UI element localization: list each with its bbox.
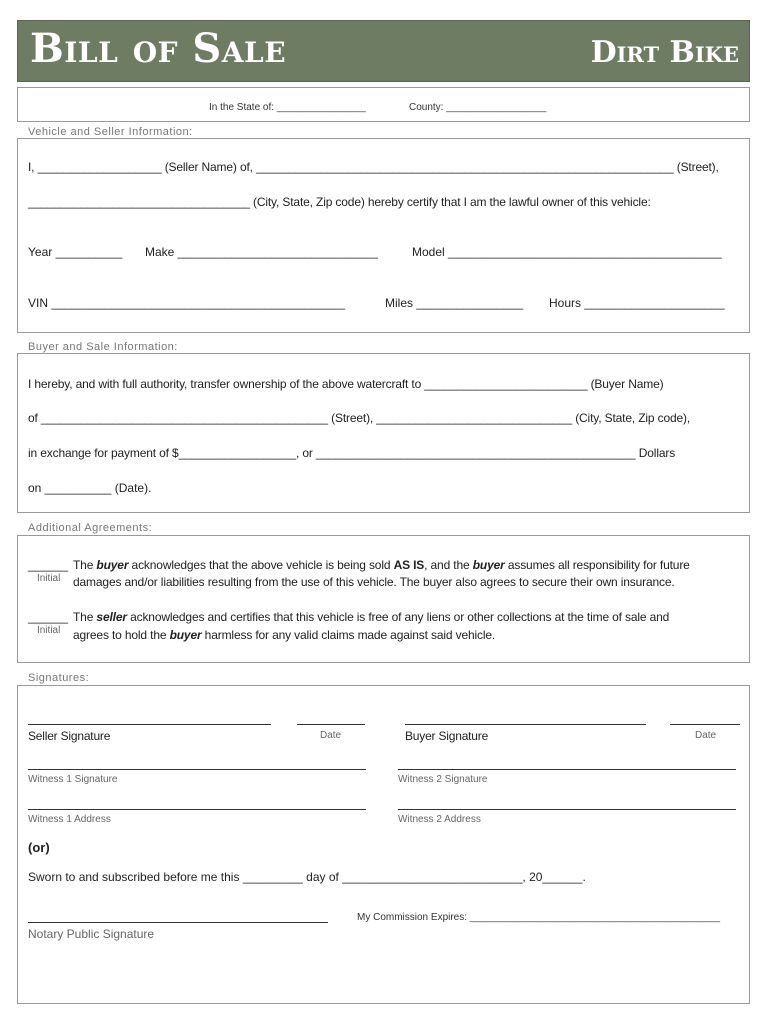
agreement-liens-line2: agrees to hold the buyer harmless for any valid claims made against said vehicle.: [73, 628, 496, 642]
witness1-address-label: Witness 1 Address: [28, 814, 111, 825]
title-banner: [17, 20, 750, 82]
sworn-line[interactable]: Sworn to and subscribed before me this _________ day of ___________________________, 20______.: [28, 870, 586, 884]
buyer-signature-line[interactable]: [405, 724, 646, 725]
notary-signature-line[interactable]: [28, 922, 328, 923]
witness1-signature-line[interactable]: [28, 769, 366, 770]
commission-expires-field[interactable]: My Commission Expires: _____________________________________________: [357, 912, 721, 923]
state-field[interactable]: In the State of: ________________: [209, 102, 366, 113]
notary-signature-label: Notary Public Signature: [28, 927, 155, 941]
witness2-signature-label: Witness 2 Signature: [398, 774, 488, 785]
sale-date-line[interactable]: on __________ (Date).: [28, 481, 152, 495]
model-field[interactable]: Model _________________________________________: [412, 245, 722, 259]
witness1-address-line[interactable]: [28, 809, 366, 810]
agreement-as-is-line2: damages and/or liabilities resulting from the use of this vehicle. The buyer also agrees to secure their own insurance.: [73, 575, 675, 589]
hours-field[interactable]: Hours _____________________: [549, 296, 725, 310]
witness2-address-label: Witness 2 Address: [398, 814, 481, 825]
vin-field[interactable]: VIN ____________________________________________: [28, 296, 345, 310]
initial-blank-2[interactable]: ______: [28, 610, 69, 624]
year-field[interactable]: Year __________: [28, 245, 123, 259]
agreement-liens-line1: The seller acknowledges and certifies that this vehicle is free of any liens or other collections at the time of sale and: [73, 610, 670, 624]
buyer-signature-label: Buyer Signature: [405, 729, 489, 743]
agreements-section-box: [17, 535, 750, 663]
location-box: [17, 87, 750, 122]
initial-blank-1[interactable]: ______: [28, 558, 69, 572]
miles-field[interactable]: Miles ________________: [385, 296, 524, 310]
seller-line[interactable]: I, ___________________ (Seller Name) of, ________________________________________________________________ (Street),: [28, 160, 719, 174]
witness2-address-line[interactable]: [398, 809, 736, 810]
agreement-as-is-line1: The buyer acknowledges that the above vehicle is being sold AS IS, and the buyer assumes all responsibility for future: [73, 558, 690, 572]
initial-label-1: Initial: [37, 573, 61, 584]
payment-line[interactable]: in exchange for payment of $__________________, or _________________________________________________ Dollars: [28, 446, 676, 460]
agreements-section-label: Additional Agreements:: [28, 522, 153, 534]
buyer-section-label: Buyer and Sale Information:: [28, 341, 178, 353]
signatures-section-box: [17, 685, 750, 1004]
signatures-section-label: Signatures:: [28, 672, 90, 684]
seller-address-line[interactable]: __________________________________ (City, State, Zip code) hereby certify that I am the lawful owner of this vehicle:: [28, 195, 651, 209]
vehicle-section-label: Vehicle and Seller Information:: [28, 126, 193, 138]
document-subtitle: Dirt Bike: [590, 35, 739, 70]
buyer-name-line[interactable]: I hereby, and with full authority, transfer ownership of the above watercraft to _________________________ (Buyer Name): [28, 377, 664, 391]
buyer-date-line[interactable]: [670, 724, 740, 725]
witness1-signature-label: Witness 1 Signature: [28, 774, 118, 785]
document-title: Bill of Sale: [30, 25, 287, 72]
seller-signature-line[interactable]: [28, 724, 271, 725]
seller-date-label: Date: [320, 730, 342, 741]
county-field[interactable]: County: __________________: [409, 102, 547, 113]
seller-signature-label: Seller Signature: [28, 729, 111, 743]
or-label: (or): [28, 840, 50, 855]
witness2-signature-line[interactable]: [398, 769, 736, 770]
buyer-address-line[interactable]: of ____________________________________________ (Street), ______________________________ (City, State, Zip code),: [28, 411, 691, 425]
initial-label-2: Initial: [37, 625, 61, 636]
seller-date-line[interactable]: [297, 724, 365, 725]
make-field[interactable]: Make ______________________________: [145, 245, 378, 259]
buyer-date-label: Date: [695, 730, 717, 741]
